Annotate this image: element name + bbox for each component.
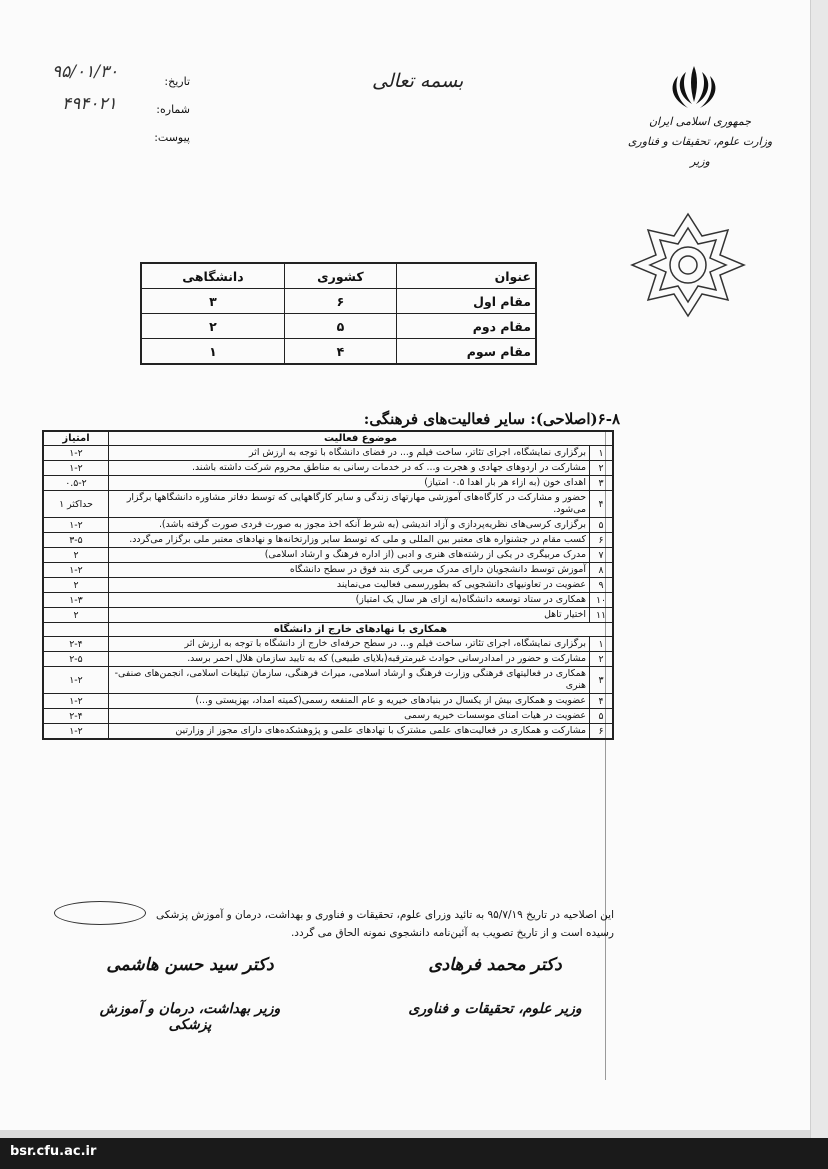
score-header: امتیاز bbox=[43, 431, 109, 446]
row-number: ۱۰ bbox=[590, 593, 614, 608]
row-activity: مشارکت و حضور در امدادرسانی حوادث غیرمترقبه(بلایای طبیعی) که به تایید سازمان هلال احمر برسد. bbox=[109, 652, 590, 667]
emblem-icon bbox=[664, 62, 724, 112]
table-row bbox=[43, 709, 613, 724]
row-activity: عضویت و همکاری بیش از یکسال در بنیادهای خیریه و عام المنفعه رسمی(کمیته امداد، بهزیستی و...) bbox=[109, 694, 590, 709]
signature-science-minister bbox=[395, 955, 595, 1017]
row-number: ۸ bbox=[590, 563, 614, 578]
group2-header-score bbox=[43, 623, 109, 637]
row-score: ۲-۵ bbox=[43, 652, 109, 667]
ranks-header-row bbox=[141, 263, 536, 289]
row-score: ۱-۲ bbox=[43, 563, 109, 578]
row-number: ۲ bbox=[590, 652, 614, 667]
rank-university: ۳ bbox=[141, 289, 284, 314]
header-labels bbox=[140, 72, 190, 156]
row-activity: برگزاری نمایشگاه، اجرای تئاتر، ساخت فیلم و... در فضای دانشگاه با توجه به ارزش اثر bbox=[109, 446, 590, 461]
row-activity: برگزاری نمایشگاه، اجرای تئاتر، ساخت فیلم و... در سطح حرفه‌ای خارج از دانشگاه با توجه به ارزش اثر bbox=[109, 637, 590, 652]
group2-header-row bbox=[43, 623, 613, 637]
group2-header: همکاری با نهادهای خارج از دانشگاه bbox=[109, 623, 614, 637]
row-number: ۹ bbox=[590, 578, 614, 593]
row-score: ۱-۲ bbox=[43, 461, 109, 476]
table-row bbox=[43, 461, 613, 476]
row-activity: آموزش توسط دانشجویان دارای مدرک مربی گری بند فوق در سطح دانشگاه bbox=[109, 563, 590, 578]
table-row bbox=[141, 314, 536, 339]
rank-title: مقام سوم bbox=[397, 339, 537, 365]
row-score: ۳-۵ bbox=[43, 533, 109, 548]
row-number: ۳ bbox=[590, 476, 614, 491]
ministry-country: جمهوری اسلامی ایران bbox=[648, 115, 752, 128]
watermark-text: bsr.cfu.ac.ir bbox=[10, 1144, 97, 1159]
table-row bbox=[43, 548, 613, 563]
row-number: ۲ bbox=[590, 461, 614, 476]
group2-body bbox=[43, 637, 613, 740]
ministry-name: وزارت علوم، تحقیقات و فناوری bbox=[627, 135, 773, 148]
row-score: ۲-۴ bbox=[43, 709, 109, 724]
row-score: ۱-۳ bbox=[43, 593, 109, 608]
row-activity: عضویت در هیات امنای موسسات خیریه رسمی bbox=[109, 709, 590, 724]
row-activity: همکاری در فعالیتهای فرهنگی وزارت فرهنگ و ارشاد اسلامی، میراث فرهنگی، سازمان تبلیغات اسلامی، انجمن‌های صنفی- هنری bbox=[109, 667, 590, 694]
signature-title: وزیر علوم، تحقیقات و فناوری bbox=[408, 1001, 582, 1017]
footer-note bbox=[44, 906, 614, 942]
date-label: تاریخ: bbox=[164, 75, 190, 88]
number-value: ۴۹۴۰۲۱ bbox=[62, 94, 117, 114]
ministry-minister: وزیر bbox=[690, 155, 710, 168]
row-number: ۳ bbox=[590, 667, 614, 694]
row-score: ۱-۲ bbox=[43, 724, 109, 740]
rank-university: ۲ bbox=[141, 314, 284, 339]
signature-health-minister bbox=[90, 955, 290, 1033]
row-number: ۱ bbox=[590, 446, 614, 461]
row-number: ۶ bbox=[590, 533, 614, 548]
row-score: حداکثر ۱ bbox=[43, 491, 109, 518]
watermark-bar bbox=[0, 1138, 828, 1169]
table-row bbox=[141, 289, 536, 314]
table-row bbox=[141, 339, 536, 365]
row-number: ۵ bbox=[590, 518, 614, 533]
table-row bbox=[43, 563, 613, 578]
footer-line-2: رسیده است و از تاریخ تصویب به آئین‌نامه دانشجوی نمونه الحاق می گردد. bbox=[290, 927, 614, 939]
row-score: ۲-۴ bbox=[43, 637, 109, 652]
rank-university: ۱ bbox=[141, 339, 284, 365]
activities-header-row bbox=[43, 431, 613, 446]
activities-table bbox=[42, 430, 614, 740]
heading-bismillah: بسمه تعالی bbox=[372, 70, 464, 92]
row-activity: اختیار تاهل bbox=[109, 608, 590, 623]
row-score: ۲ bbox=[43, 608, 109, 623]
row-activity: مشارکت و همکاری در فعالیت‌های علمی مشترک با نهادهای علمی و پژوهشکده‌های دارای مجوز از وزارتین bbox=[109, 724, 590, 740]
row-score: ۱-۲ bbox=[43, 446, 109, 461]
row-activity: همکاری در ستاد توسعه دانشگاه(به ازای هر سال یک امتیاز) bbox=[109, 593, 590, 608]
row-score: ۱-۲ bbox=[43, 694, 109, 709]
table-row bbox=[43, 446, 613, 461]
table-row bbox=[43, 652, 613, 667]
table-row bbox=[43, 608, 613, 623]
signature-name: دکتر محمد فرهادی bbox=[428, 955, 562, 975]
ministry-block bbox=[620, 112, 780, 172]
row-activity: عضویت در تعاونیهای دانشجویی که بطوررسمی فعالیت می‌نمایند bbox=[109, 578, 590, 593]
ranks-col-university: دانشگاهی bbox=[141, 263, 284, 289]
subject-header: موضوع فعالیت bbox=[109, 431, 614, 446]
table-row bbox=[43, 667, 613, 694]
table-row bbox=[43, 533, 613, 548]
table-row bbox=[43, 637, 613, 652]
rank-national: ۶ bbox=[284, 289, 396, 314]
table-row bbox=[43, 518, 613, 533]
table-row bbox=[43, 593, 613, 608]
group1-body bbox=[43, 446, 613, 623]
row-number: ۷ bbox=[590, 548, 614, 563]
date-value: ۹۵/۰۱/۳۰ bbox=[52, 62, 119, 82]
row-number: ۵ bbox=[590, 709, 614, 724]
ornament-icon bbox=[628, 210, 748, 320]
signature-title: وزیر بهداشت، درمان و آموزش پزشکی bbox=[99, 1001, 281, 1033]
table-row bbox=[43, 694, 613, 709]
row-number: ۱ bbox=[590, 637, 614, 652]
row-activity: حضور و مشارکت در کارگاه‌های آموزشی مهارتهای زندگی و سایر کارگاههایی که توسط دفاتر مشاوره دانشگاهها برگزار می‌شود. bbox=[109, 491, 590, 518]
table-row bbox=[43, 476, 613, 491]
row-number: ۶ bbox=[590, 724, 614, 740]
row-score: ۰.۵-۲ bbox=[43, 476, 109, 491]
row-score: ۲ bbox=[43, 578, 109, 593]
table-row bbox=[43, 578, 613, 593]
row-activity: کسب مقام در جشنواره های معتبر بین المللی و ملی که توسط سایر وزارتخانه‌ها و نهادهای معتبر ملی برگزار می‌گردد. bbox=[109, 533, 590, 548]
row-activity: اهدای خون (به ازاء هر بار اهدا ۰.۵ امتیاز) bbox=[109, 476, 590, 491]
table-row bbox=[43, 491, 613, 518]
rank-national: ۵ bbox=[284, 314, 396, 339]
scan-edge bbox=[810, 0, 828, 1169]
number-label: شماره: bbox=[156, 103, 190, 116]
row-activity: مدرک مربیگری در یکی از رشته‌های هنری و ادبی (از اداره فرهنگ و ارشاد اسلامی) bbox=[109, 548, 590, 563]
attachment-label: پیوست: bbox=[154, 131, 190, 144]
row-number: ۴ bbox=[590, 491, 614, 518]
signature-name: دکتر سید حسن هاشمی bbox=[106, 955, 274, 975]
rank-title: مقام دوم bbox=[397, 314, 537, 339]
ranks-col-title: عنوان bbox=[397, 263, 537, 289]
row-activity: مشارکت در اردوهای جهادی و هجرت و... که در خدمات رسانی به مناطق محروم شرکت داشته باشند. bbox=[109, 461, 590, 476]
ranks-col-national: کشوری bbox=[284, 263, 396, 289]
row-number: ۱۱ bbox=[590, 608, 614, 623]
ranks-table bbox=[140, 262, 537, 365]
row-score: ۱-۲ bbox=[43, 667, 109, 694]
row-score: ۲ bbox=[43, 548, 109, 563]
row-activity: برگزاری کرسی‌های نظریه‌پردازی و آزاد اندیشی (به شرط آنکه اخذ مجوز به صورت فردی صورت گرفته باشد). bbox=[109, 518, 590, 533]
table-row bbox=[43, 724, 613, 740]
row-score: ۱-۲ bbox=[43, 518, 109, 533]
row-number: ۴ bbox=[590, 694, 614, 709]
footer-line-1: این اصلاحیه در تاریخ ۹۵/۷/۱۹ به تائید وزرای علوم، تحقیقات و فناوری و بهداشت، درمان و آموزش پزشکی bbox=[156, 909, 614, 921]
rank-national: ۴ bbox=[284, 339, 396, 365]
rank-title: مقام اول bbox=[397, 289, 537, 314]
section-title: ۶-۸(اصلاحی): سایر فعالیت‌های فرهنگی: bbox=[363, 410, 620, 428]
